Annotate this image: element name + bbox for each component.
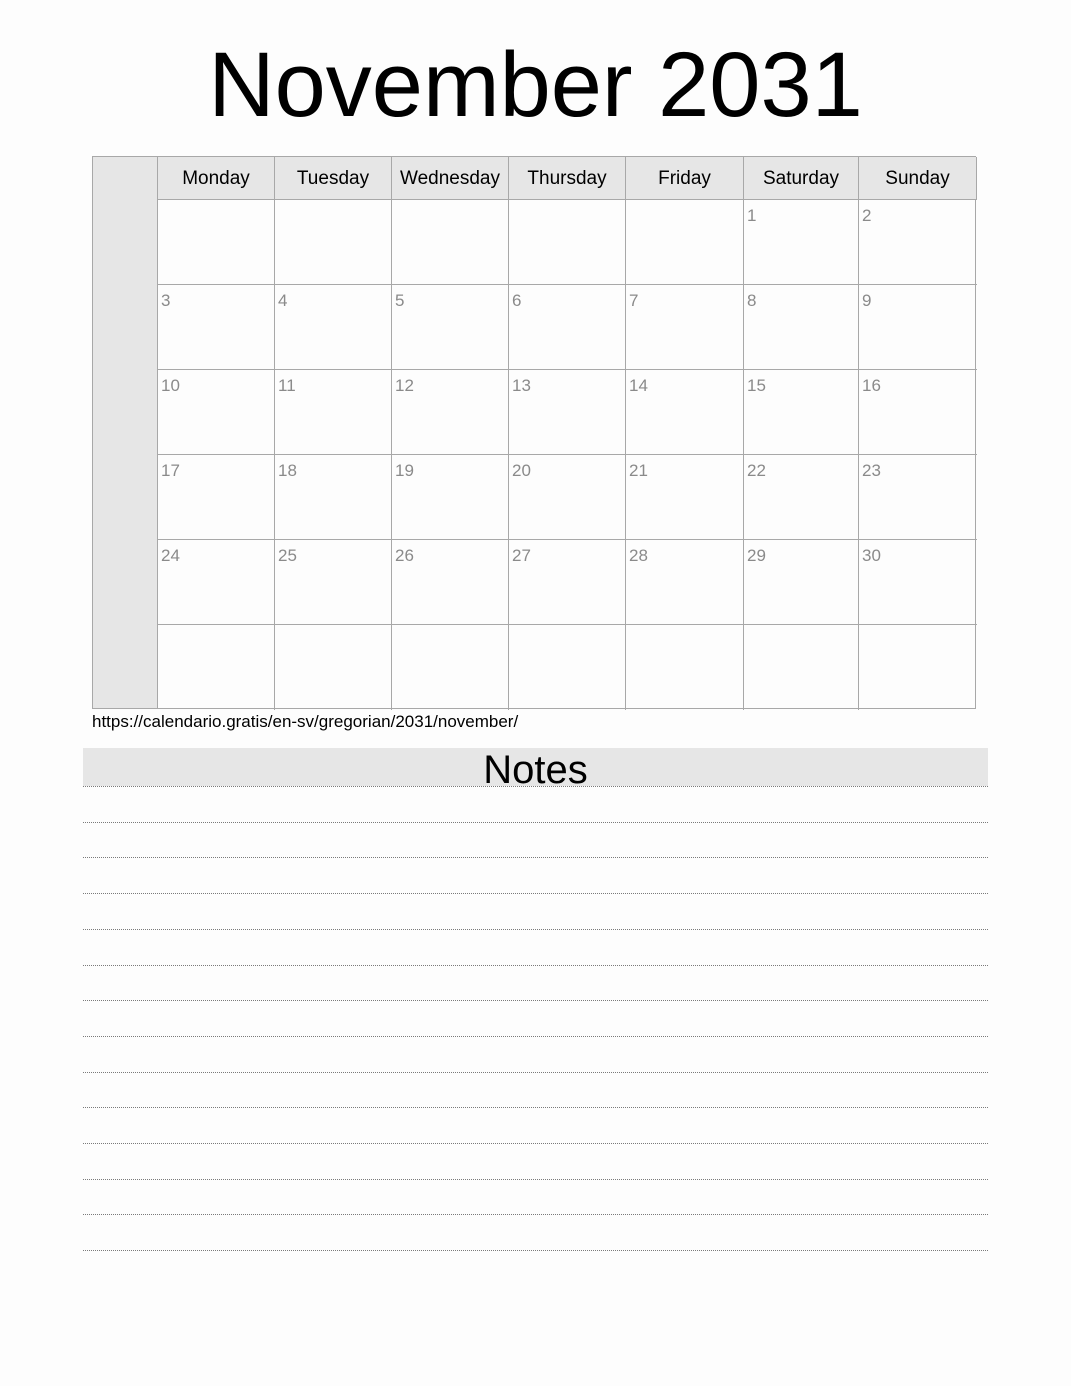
day-cell — [275, 200, 392, 285]
day-cell — [859, 540, 977, 625]
day-cell — [275, 455, 392, 540]
day-number: 8 — [747, 291, 757, 310]
day-cell — [509, 455, 626, 540]
day-number: 16 — [862, 376, 881, 395]
day-number: 28 — [629, 546, 648, 565]
day-number: 10 — [161, 376, 180, 395]
day-number: 2 — [862, 206, 872, 225]
page-title: November 2031 — [208, 34, 863, 136]
note-line — [83, 1000, 988, 1001]
weekday-header: Sunday — [859, 157, 977, 200]
day-number: 1 — [747, 206, 757, 225]
day-cell — [158, 455, 275, 540]
day-cell — [744, 285, 859, 370]
day-number: 12 — [395, 376, 414, 395]
day-cell — [158, 200, 275, 285]
day-number: 25 — [278, 546, 297, 565]
day-cell — [509, 200, 626, 285]
weekday-header: Tuesday — [275, 157, 392, 200]
day-number: 26 — [395, 546, 414, 565]
note-line — [83, 965, 988, 966]
day-cell — [859, 625, 977, 710]
day-number: 22 — [747, 461, 766, 480]
day-cell — [626, 540, 744, 625]
day-cell — [859, 285, 977, 370]
day-cell — [509, 540, 626, 625]
day-number: 13 — [512, 376, 531, 395]
day-number: 15 — [747, 376, 766, 395]
day-cell — [626, 370, 744, 455]
day-number: 23 — [862, 461, 881, 480]
weekday-header: Wednesday — [392, 157, 509, 200]
day-cell — [859, 200, 977, 285]
day-number: 6 — [512, 291, 522, 310]
day-cell — [744, 200, 859, 285]
day-cell — [392, 285, 509, 370]
note-line — [83, 1179, 988, 1180]
day-cell — [626, 285, 744, 370]
day-number: 27 — [512, 546, 531, 565]
day-cell — [275, 625, 392, 710]
day-cell — [275, 370, 392, 455]
day-number: 14 — [629, 376, 648, 395]
note-line — [83, 1036, 988, 1037]
day-number: 29 — [747, 546, 766, 565]
day-number: 24 — [161, 546, 180, 565]
note-line — [83, 822, 988, 823]
day-cell — [275, 540, 392, 625]
day-cell — [626, 200, 744, 285]
day-number: 17 — [161, 461, 180, 480]
note-line — [83, 929, 988, 930]
day-cell — [392, 200, 509, 285]
week-number-column — [93, 157, 158, 708]
day-number: 3 — [161, 291, 171, 310]
day-cell — [744, 455, 859, 540]
day-cell — [392, 540, 509, 625]
day-cell — [626, 625, 744, 710]
day-number: 4 — [278, 291, 288, 310]
day-cell — [158, 370, 275, 455]
day-cell — [392, 625, 509, 710]
weekday-header: Thursday — [509, 157, 626, 200]
note-line — [83, 786, 988, 787]
day-cell — [275, 285, 392, 370]
day-cell — [509, 625, 626, 710]
note-line — [83, 1143, 988, 1144]
day-cell — [859, 370, 977, 455]
day-cell — [158, 625, 275, 710]
weekday-header: Saturday — [744, 157, 859, 200]
note-line — [83, 893, 988, 894]
day-number: 11 — [278, 376, 296, 395]
day-number: 21 — [629, 461, 648, 480]
day-number: 30 — [862, 546, 881, 565]
day-number: 19 — [395, 461, 414, 480]
day-cell — [744, 540, 859, 625]
note-line — [83, 857, 988, 858]
calendar-grid — [92, 156, 976, 709]
day-number: 18 — [278, 461, 297, 480]
note-line — [83, 1214, 988, 1215]
note-line — [83, 1072, 988, 1073]
day-cell — [158, 540, 275, 625]
source-url: https://calendario.gratis/en-sv/gregorian/2031/november/ — [92, 712, 519, 731]
day-cell — [158, 285, 275, 370]
day-cell — [392, 455, 509, 540]
note-line — [83, 1250, 988, 1251]
day-cell — [509, 285, 626, 370]
day-number: 20 — [512, 461, 531, 480]
day-cell — [744, 370, 859, 455]
day-cell — [509, 370, 626, 455]
weekday-header: Monday — [158, 157, 275, 200]
day-number: 7 — [629, 291, 639, 310]
day-cell — [626, 455, 744, 540]
day-number: 5 — [395, 291, 405, 310]
weekday-header: Friday — [626, 157, 744, 200]
day-number: 9 — [862, 291, 872, 310]
day-cell — [392, 370, 509, 455]
notes-header: Notes — [83, 748, 988, 786]
day-cell — [859, 455, 977, 540]
note-line — [83, 1107, 988, 1108]
day-cell — [744, 625, 859, 710]
